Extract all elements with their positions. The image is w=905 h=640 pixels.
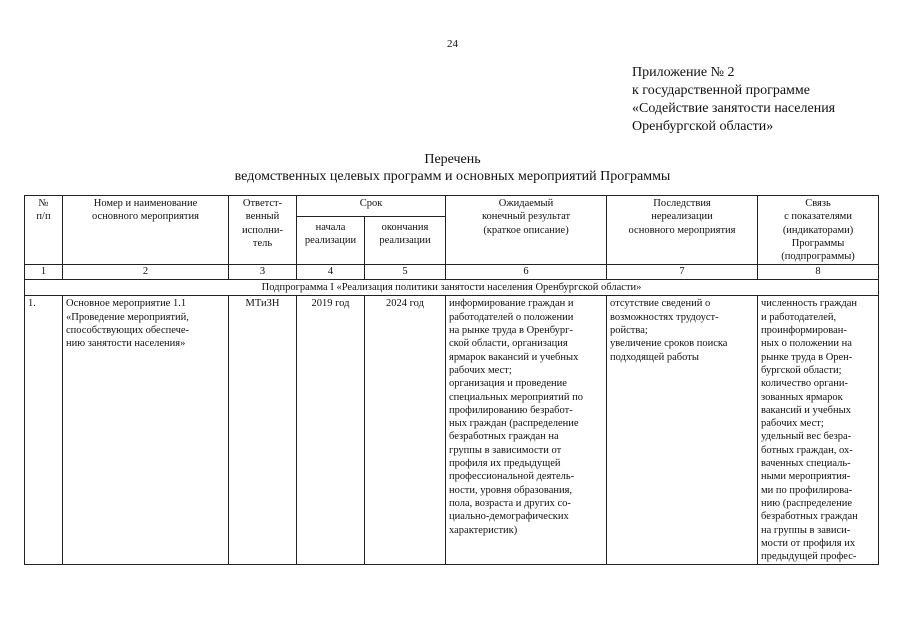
- row-no: 1.: [25, 296, 63, 565]
- header-link: Связь с показателями (индикаторами) Программы (подпрограммы): [758, 196, 879, 265]
- annex-line: Приложение № 2: [632, 65, 735, 80]
- header-responsible: Ответст- венный исполни- тель: [229, 196, 297, 265]
- subprogram-row: [25, 280, 879, 296]
- document-title: [0, 151, 905, 185]
- annex-line: «Содействие занятости населения: [632, 101, 836, 116]
- header-row: [25, 196, 879, 217]
- row-measure-name: Основное мероприятие 1.1 «Проведение мероприятий, способствующих обеспече- нию занятости населения»: [63, 296, 229, 565]
- header-result: Ожидаемый конечный результат (краткое описание): [446, 196, 607, 265]
- column-number: 7: [607, 265, 758, 280]
- column-number: 5: [365, 265, 446, 280]
- subprogram-title: Подпрограмма I «Реализация политики занятости населения Оренбургской области»: [25, 280, 879, 296]
- header-name: Номер и наименование основного мероприятия: [63, 196, 229, 265]
- row-end-year: 2024 год: [365, 296, 446, 565]
- title-line: Перечень: [424, 152, 481, 167]
- row-start-year: 2019 год: [297, 296, 365, 565]
- header-no: № п/п: [25, 196, 63, 265]
- header-term-end: окончания реализации: [365, 217, 446, 265]
- annex-line: Оренбургской области»: [632, 119, 774, 134]
- row-expected-result: информирование граждан и работодателей о положении на рынке труда в Оренбург- ской области, организация ярмарок вакансий и учебных рабочих мест; организация и проведение специальных мероприятий по профилированию безработ- ных граждан (распределение безработных граждан на группы в зависимости от профиля их предыдущей профессиональной деятель- ности, уровня образования, пола, возраста и других со- циально-демографических характеристик): [446, 296, 607, 565]
- column-number: 6: [446, 265, 607, 280]
- row-responsible: МТиЗН: [229, 296, 297, 565]
- annex-block: [632, 64, 835, 136]
- column-number: 3: [229, 265, 297, 280]
- measures-table: [24, 195, 879, 565]
- column-numbers-row: [25, 265, 879, 280]
- column-number: 8: [758, 265, 879, 280]
- title-line: ведомственных целевых программ и основных мероприятий Программы: [234, 169, 671, 184]
- column-number: 4: [297, 265, 365, 280]
- header-term-start: начала реализации: [297, 217, 365, 265]
- column-number: 1: [25, 265, 63, 280]
- row-indicator-link: численность граждан и работодателей, проинформирован- ных о положении на рынке труда в Орен- бургской области; количество органи- зованных ярмарок вакансий и учебных рабочих мест; удельный вес безра- ботных граждан, ох- ваченных специаль- ными мероприятия- ми по профилирова- нию (распределение безработных граждан на группы в зависи- мости от профиля их предыдущей профес-: [758, 296, 879, 565]
- page-number: 24: [447, 38, 458, 50]
- header-term: Срок: [297, 196, 446, 217]
- column-number: 2: [63, 265, 229, 280]
- header-consequences: Последствия нереализации основного мероприятия: [607, 196, 758, 265]
- table-row: [25, 296, 879, 565]
- annex-line: к государственной программе: [632, 83, 810, 98]
- row-consequences: отсутствие сведений о возможностях трудоуст- ройства; увеличение сроков поиска подходящей работы: [607, 296, 758, 565]
